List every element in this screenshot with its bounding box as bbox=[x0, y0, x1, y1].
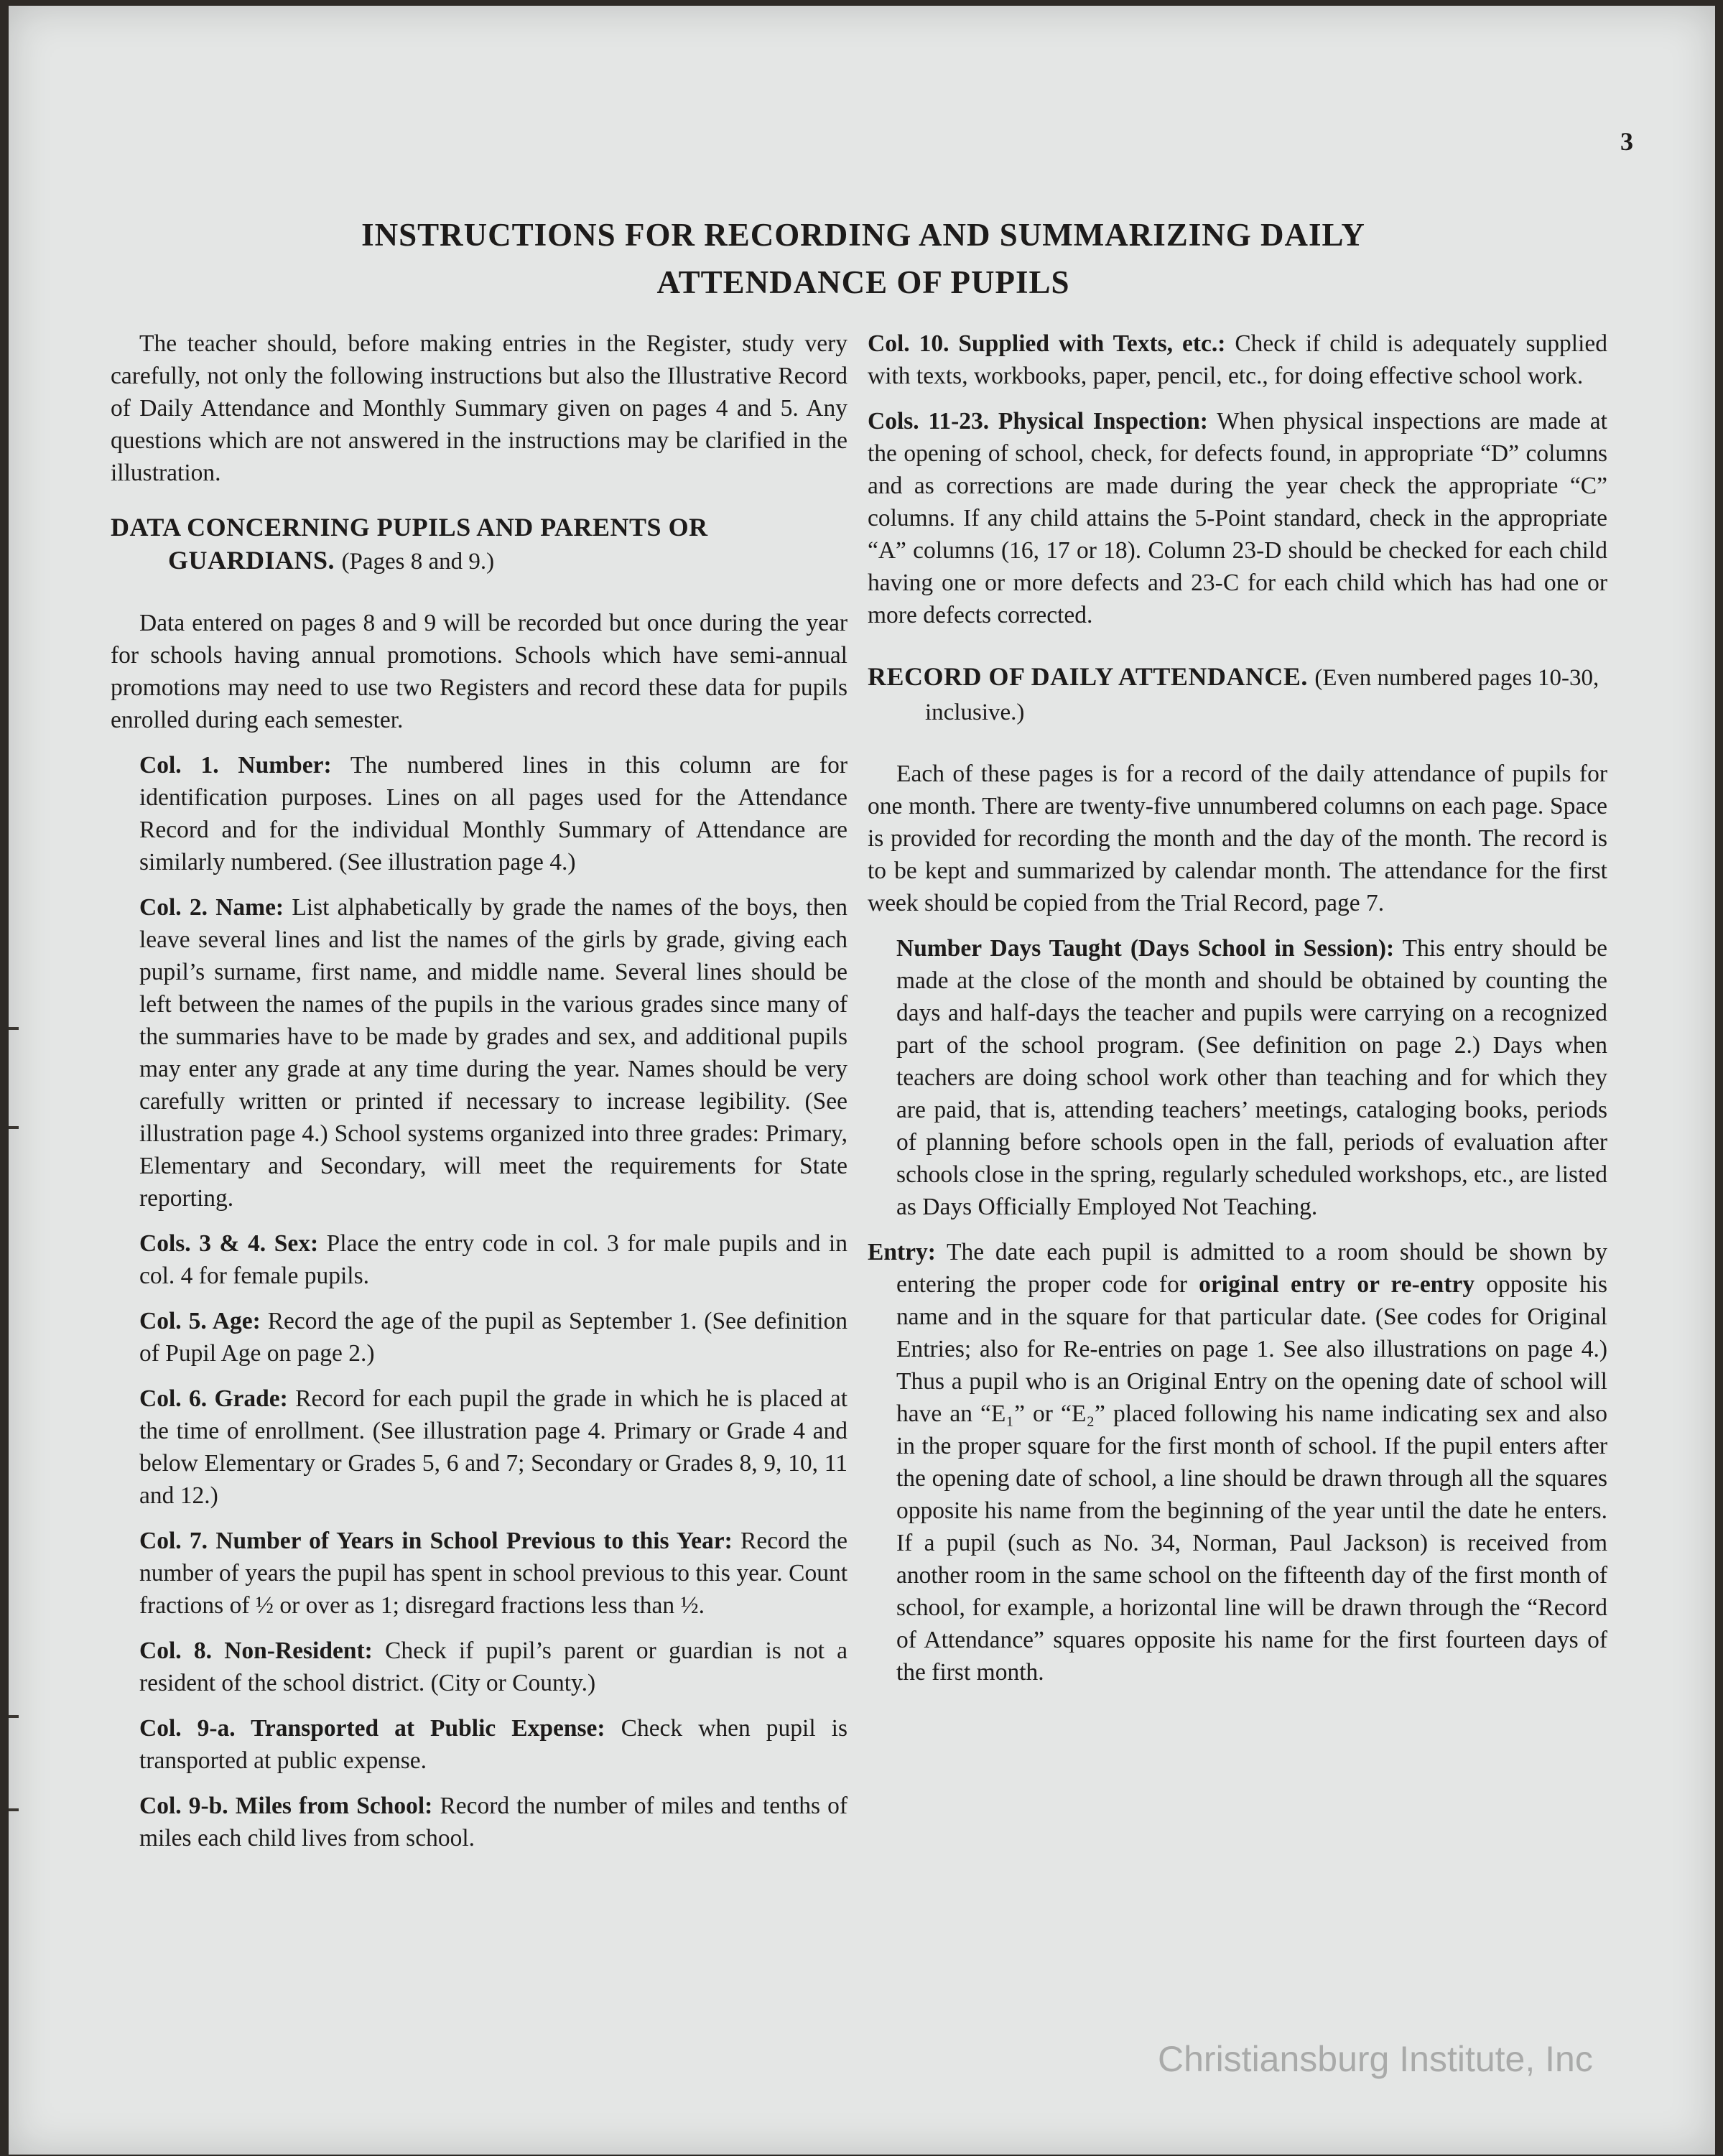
instruction-item bbox=[111, 1635, 847, 1699]
instruction-item bbox=[111, 1383, 847, 1512]
item-label: Col. 8. Non-Resident: bbox=[139, 1637, 373, 1664]
item-text: The numbered lines in this column are for identification purposes. Lines on all pages used for the Attendance Record and for the individual Monthly Summary of Attendance are similarly numbered. (See illustration page 4.) bbox=[139, 752, 847, 875]
section-intro: Data entered on pages 8 and 9 will be recorded but once during the year for schools having annual promotions. Schools which have semi-annual promotions may need to use two Registers and record these data for pupils enrolled during each semester. bbox=[111, 610, 847, 733]
instruction-item bbox=[111, 749, 847, 878]
instruction-item bbox=[111, 891, 847, 1214]
item-text: Record the number of years the pupil has spent in school previous to this year. Count fractions of ½ or over as 1; disregard fractions less than ½. bbox=[139, 1528, 847, 1619]
item-text: opposite his name and in the square for that particular date. (See codes for Original Entries; also for Re-entries on page 1. See also illustrations on page 4.) Thus a pupil who is an Original Entry on the opening date of school will have an “E₁” or “E₂” placed following his name indicating sex and also in the proper square for the first month of school. If the pupil enters after the opening date of school, a line should be drawn through all the squares opposite his name from the beginning of the year until the date he enters. If a pupil (such as No. 34, Norman, Paul Jackson) is received from another room in the same school on the fifteenth day of the first month of school, for example, a horizontal line will be drawn through the “Record of Attendance” squares opposite his name for the first fourteen days of the first month. bbox=[896, 1271, 1608, 1686]
document-page bbox=[9, 6, 1715, 2155]
item-text: Check when pupil is transported at public expense. bbox=[139, 1715, 847, 1774]
left-column bbox=[111, 327, 847, 1867]
right-column bbox=[868, 327, 1607, 1701]
item-label: Col. 9-a. Transported at Public Expense: bbox=[139, 1715, 605, 1742]
binding-mark bbox=[9, 1715, 19, 1718]
section-heading-pages: (Pages 8 and 9.) bbox=[341, 549, 495, 575]
days-taught-item bbox=[868, 932, 1607, 1223]
item-label: Col. 9-b. Miles from School: bbox=[139, 1793, 433, 1819]
item-text: When physical inspections are made at the opening of school, check, for defects found, in appropriate “D” columns and as corrections are made during the year check the appropriate “C” columns. If any child attains the 5-Point standard, check in the appropriate “A” columns (16, 17 or 18). Column 23-D should be checked for each child having one or more defects and 23-C for each child which has had one or more defects corrected. bbox=[868, 408, 1607, 628]
section-heading-pages: (Even numbered pages 10-30, inclusive.) bbox=[925, 665, 1599, 725]
page-number: 3 bbox=[1620, 127, 1633, 156]
title-line-1: INSTRUCTIONS FOR RECORDING AND SUMMARIZING DAILY bbox=[361, 217, 1365, 253]
item-label: Col. 10. Supplied with Texts, etc.: bbox=[868, 330, 1226, 357]
item-text: Record the number of miles and tenths of miles each child lives from school. bbox=[139, 1793, 848, 1851]
item-label: Number Days Taught (Days School in Session): bbox=[896, 935, 1395, 962]
watermark: Christiansburg Institute, Inc bbox=[1158, 2039, 1593, 2079]
binding-mark bbox=[9, 1126, 19, 1129]
binding-mark bbox=[9, 1808, 19, 1811]
item-text: Record the age of the pupil as September 1. (See definition of Pupil Age on page 2.) bbox=[139, 1308, 848, 1367]
item-text: Place the entry code in col. 3 for male pupils and in col. 4 for female pupils. bbox=[139, 1230, 847, 1289]
instruction-item bbox=[868, 405, 1607, 631]
item-text: This entry should be made at the close of the month and should be obtained by counting the days and half-days the teacher and pupils were carrying on a recognized part of the school program. (See definition on page 2.) Days when teachers are doing school work other than teaching and for which they are paid, that is, attending teachers’ meetings, cataloging books, periods of planning before schools open in the fall, periods of evaluation after schools close in the spring, regularly scheduled workshops, etc., are listed as Days Officially Employed Not Teaching. bbox=[896, 935, 1607, 1220]
section-heading-text: RECORD OF DAILY ATTENDANCE. bbox=[868, 662, 1308, 691]
item-text: Record for each pupil the grade in which he is placed at the time of enrollment. (See illustration page 4. Primary or Grade 4 and below Elementary or Grades 5, 6 and 7; Secondary or Grades 8, 9, 10, 11 and 12.) bbox=[139, 1385, 847, 1509]
item-label: Cols. 3 & 4. Sex: bbox=[139, 1230, 319, 1257]
instruction-item bbox=[111, 1790, 847, 1854]
item-label: Col. 5. Age: bbox=[139, 1308, 261, 1334]
item-label: Cols. 11-23. Physical Inspection: bbox=[868, 408, 1208, 435]
binding-mark bbox=[9, 1027, 19, 1030]
intro-paragraph: The teacher should, before making entries in the Register, study very carefully, not only the following instructions but also the Illustrative Record of Daily Attendance and Monthly Summary given on pages 4 and 5. Any questions which are not answered in the instructions may be clarified in the illustration. bbox=[111, 330, 847, 486]
item-label: Col. 6. Grade: bbox=[139, 1385, 288, 1412]
instruction-item bbox=[111, 1227, 847, 1292]
item-label: Entry: bbox=[868, 1239, 936, 1265]
section-heading-pupils-parents bbox=[111, 511, 847, 578]
item-label: Col. 2. Name: bbox=[139, 894, 284, 921]
title-line-2: ATTENDANCE OF PUPILS bbox=[656, 264, 1070, 300]
item-text: List alphabetically by grade the names of the boys, then leave several lines and list the names of the girls by grade, giving each pupil’s surname, first name, and middle name. Several lines should be left between the names of the pupils in the various grades since many of the summaries have to be made by grades and sex, and additional pupils may enter any grade at any time during the year. Names should be very carefully written or printed if necessary to increase legibility. (See illustration page 4.) School systems organized into three grades: Primary, Elementary and Secondary, will meet the requirements for State reporting. bbox=[139, 894, 847, 1212]
instruction-item bbox=[111, 1305, 847, 1370]
instruction-item bbox=[111, 1525, 847, 1622]
item-text: Check if child is adequately supplied with texts, workbooks, paper, pencil, etc., for doing effective school work. bbox=[868, 330, 1607, 389]
entry-item bbox=[868, 1236, 1607, 1688]
item-text: The date each pupil is admitted to a room should be shown by entering the proper code for bbox=[896, 1239, 1607, 1298]
item-emphasis: original entry or re-entry bbox=[1199, 1271, 1475, 1298]
item-label: Col. 1. Number: bbox=[139, 752, 332, 779]
item-label: Col. 7. Number of Years in School Previous to this Year: bbox=[139, 1528, 733, 1554]
section-intro: Each of these pages is for a record of the daily attendance of pupils for one month. There are twenty-five unnumbered columns on each page. Space is provided for recording the month and the day of the month. The record is to be kept and summarized by calendar month. The attendance for the first week should be copied from the Trial Record, page 7. bbox=[868, 761, 1607, 916]
instruction-item bbox=[868, 327, 1607, 392]
section-heading-daily-attendance bbox=[868, 660, 1607, 729]
page-title bbox=[181, 211, 1546, 306]
instruction-item bbox=[111, 1712, 847, 1777]
item-text: Check if pupil’s parent or guardian is not a resident of the school district. (City or County.) bbox=[139, 1637, 847, 1696]
section-heading-text: DATA CONCERNING PUPILS AND PARENTS OR GUARDIANS. bbox=[111, 513, 708, 575]
